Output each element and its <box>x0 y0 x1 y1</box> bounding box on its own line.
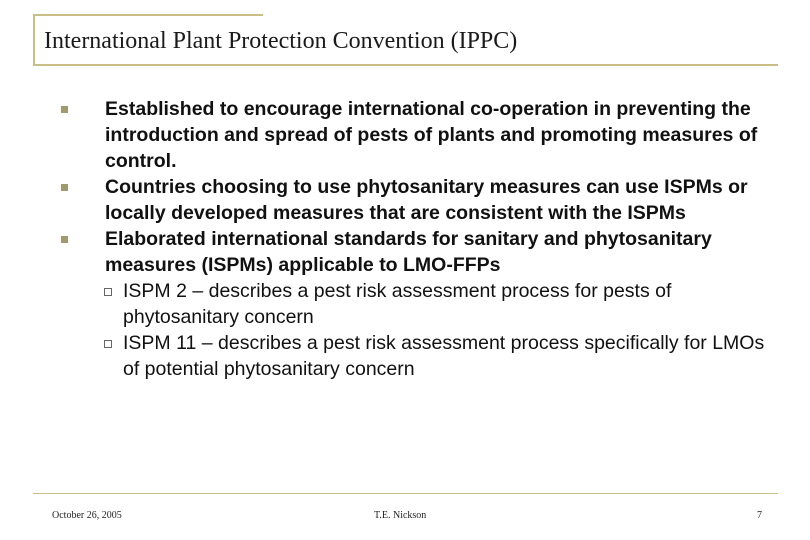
bullet-text: Countries choosing to use phytosanitary measures can use ISPMs or locally developed measures that are consistent with the ISPMs <box>105 176 748 224</box>
bullet-item <box>60 96 780 174</box>
title-frame-top-rule <box>33 14 263 16</box>
sub-bullet-item <box>60 330 780 382</box>
footer-date: October 26, 2005 <box>52 510 122 521</box>
square-bullet-icon <box>61 106 68 113</box>
hollow-square-bullet-icon <box>104 288 112 296</box>
hollow-square-bullet-icon <box>104 340 112 348</box>
bullet-list <box>60 96 780 382</box>
bullet-item <box>60 174 780 226</box>
page-number: 7 <box>757 510 762 521</box>
sub-bullet-text: ISPM 11 – describes a pest risk assessment process specifically for LMOs of potential phytosanitary concern <box>123 332 765 380</box>
sub-bullet-item <box>60 278 780 330</box>
square-bullet-icon <box>61 236 68 243</box>
square-bullet-icon <box>61 184 68 191</box>
slide-title: International Plant Protection Convention (IPPC) <box>44 28 518 54</box>
footer-rule <box>33 493 778 494</box>
bullet-text: Elaborated international standards for sanitary and phytosanitary measures (ISPMs) applicable to LMO-FFPs <box>105 228 712 276</box>
title-underline-rule <box>33 64 778 66</box>
bullet-item <box>60 226 780 278</box>
sub-bullet-text: ISPM 2 – describes a pest risk assessment process for pests of phytosanitary concern <box>123 280 672 328</box>
footer-author: T.E. Nickson <box>374 510 427 521</box>
title-frame-left-rule <box>33 14 35 64</box>
bullet-text: Established to encourage international co-operation in preventing the introduction and spread of pests of plants and promoting measures of control. <box>105 98 758 172</box>
